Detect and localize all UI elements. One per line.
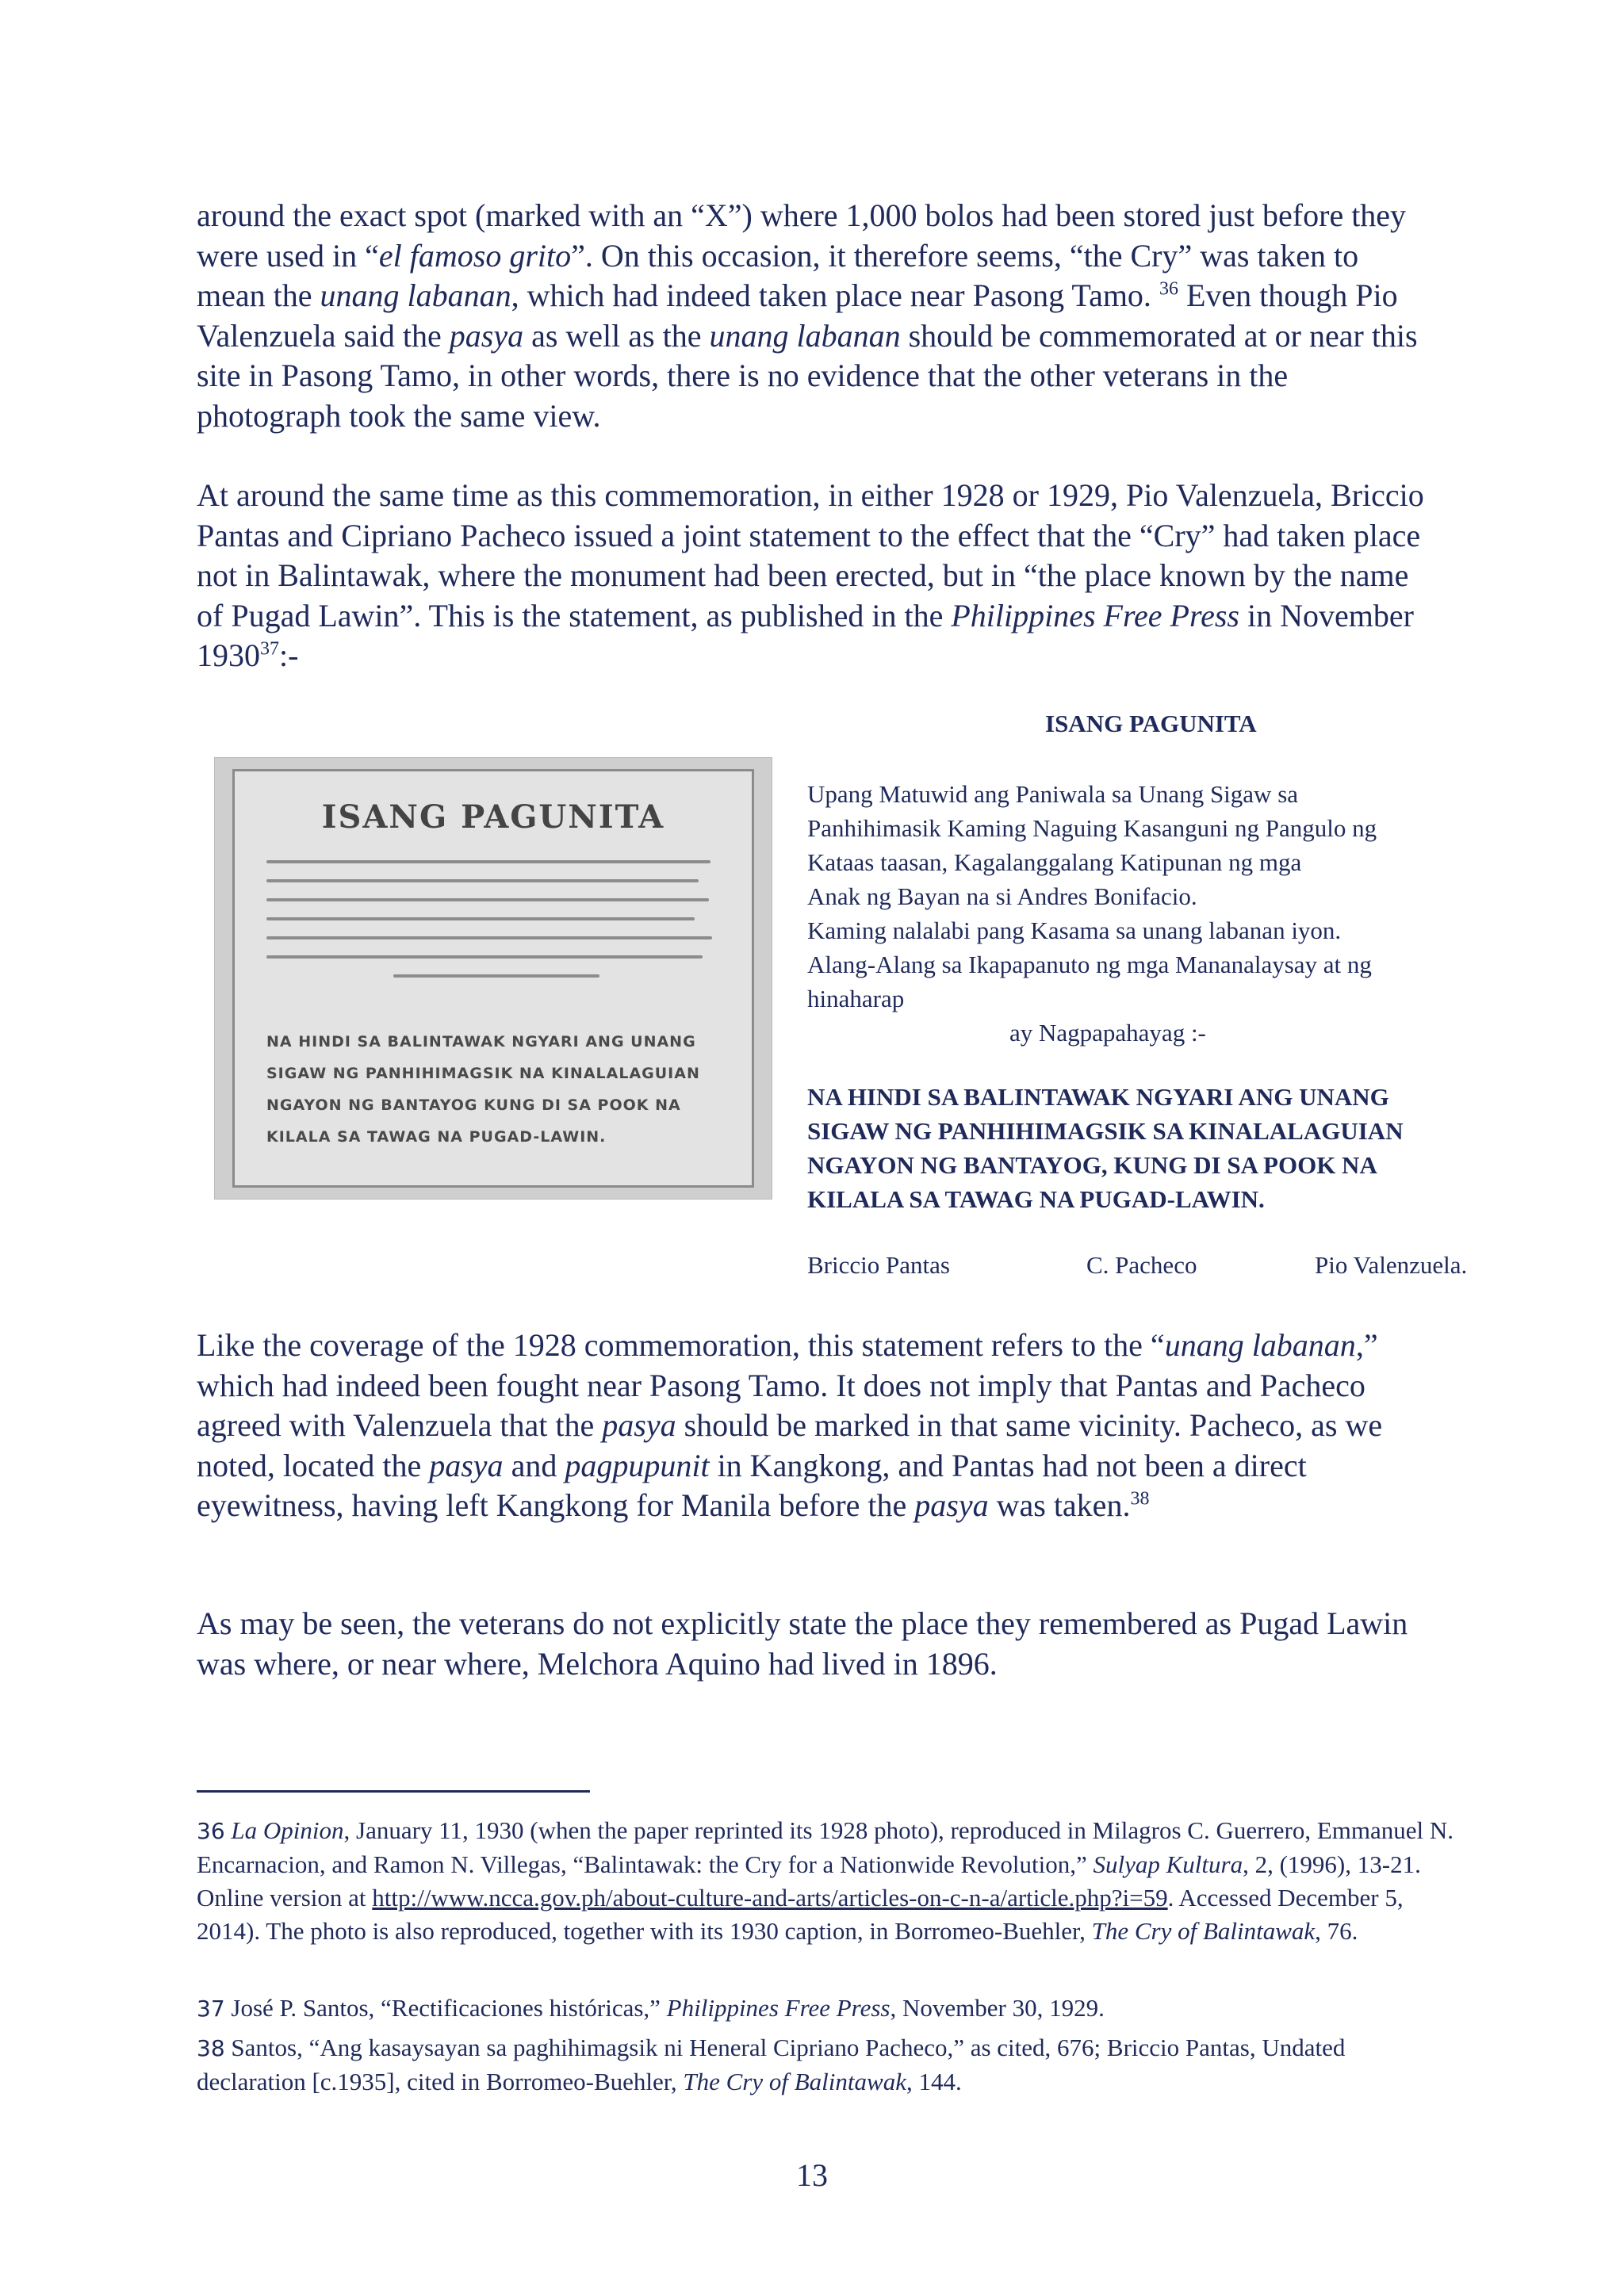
text-run: :- — [279, 637, 299, 673]
statement-closing: ay Nagpapahayag :- — [1009, 1019, 1206, 1047]
footnote-38 — [197, 2031, 1457, 2099]
text-run: , November 30, 1929. — [890, 1994, 1105, 2022]
text-run: ”. On this occasion, it therefore seems, “the Cry” was taken to mean the — [197, 237, 1359, 313]
italic-phrase: pagpupunit — [565, 1447, 710, 1483]
plaque-caps-line: KILALA SA TAWAG NA PUGAD-LAWIN. — [266, 1128, 607, 1146]
text-run: . Accessed December 5, 2014). The photo is also reproduced, together with its 1930 caption, in Borromeo-Buehler, — [197, 1884, 1404, 1945]
text-run: around the exact spot (marked with an “X”) where 1,000 bolos had been stored just before they were used in “ — [197, 197, 1407, 274]
statement-line: Anak ng Bayan na si Andres Bonifacio. — [807, 882, 1197, 910]
declaration-line: NGAYON NG BANTAYOG, KUNG DI SA POOK NA — [807, 1151, 1377, 1179]
text-run: , January 11, 1930 (when the paper reprinted its 1928 photo), reproduced in Milagros C. Guerrero, Emmanuel N. Encarnacion, and Ramon N. Villegas, “Balintawak: the Cry for a Nationwide Revolution,” — [197, 1816, 1454, 1878]
plaque-text-line — [266, 955, 703, 959]
italic-phrase: pasya — [602, 1407, 676, 1443]
italic-phrase: unang labanan — [709, 317, 901, 354]
plaque-caps-line: NGAYON NG BANTAYOG KUNG DI SA POOK NA — [266, 1096, 681, 1114]
footnote-number: 37 — [197, 1996, 225, 2022]
text-run: as well as the — [523, 317, 710, 354]
plaque-caps-line: SIGAW NG PANHIHIMAGSIK NA KINALALAGUIAN — [266, 1065, 700, 1082]
plaque-text-line — [266, 917, 695, 920]
text-run: At around the same time as this commemoration, in either 1928 or 1929, Pio Valenzuela, Briccio Pantas and Cipriano Pacheco issued a joint statement to the effect that the “Cry” had taken place not in Balintawak, where the monument had been erected, but in “the place known by the name of Pugad Lawin”. This is the statement, as published in the — [197, 477, 1424, 633]
footnote-separator — [197, 1790, 590, 1793]
italic-phrase: Philippines Free Press — [951, 597, 1239, 633]
declaration-line: NA HINDI SA BALINTAWAK NGYARI ANG UNANG — [807, 1083, 1389, 1111]
statement-line: Kataas taasan, Kagalanggalang Katipunan ng mga — [807, 848, 1302, 876]
italic-phrase: Sulyap Kultura — [1093, 1850, 1243, 1878]
text-run: should be marked in that same vicinity. Pacheco, as we noted, located the — [197, 1407, 1383, 1483]
text-run: , 2, (1996), 13-21. Online version at — [197, 1850, 1421, 1911]
italic-phrase: pasya — [914, 1487, 989, 1523]
plaque-frame — [232, 769, 754, 1188]
italic-phrase: el famoso grito — [378, 237, 572, 274]
text-run: José P. Santos, “Rectificaciones históricas,” — [224, 1994, 667, 2022]
page-number: 13 — [796, 2157, 828, 2193]
italic-phrase: The Cry of Balintawak — [683, 2068, 906, 2095]
declaration-line: SIGAW NG PANHIHIMAGSIK SA KINALALAGUIAN — [807, 1117, 1404, 1145]
plaque-text-line — [393, 974, 599, 978]
plaque-text-line — [266, 860, 710, 863]
text-run: , which had indeed taken place near Pasong Tamo. — [511, 277, 1159, 313]
footnote-number: 38 — [197, 2035, 225, 2061]
text-run: in Kangkong, and Pantas had not been a direct eyewitness, having left Kangkong for Manila before the — [197, 1447, 1307, 1523]
signatory-valenzuela: Pio Valenzuela. — [1315, 1251, 1468, 1279]
text-run: Santos, “Ang kasaysayan sa paghihimagsik ni Heneral Cipriano Pacheco,” as cited, 676; Briccio Pantas, Undated declaration [c.1935], cited in Borromeo-Buehler, — [197, 2034, 1346, 2095]
italic-phrase: pasya — [449, 317, 524, 354]
statement-title: ISANG PAGUNITA — [1045, 710, 1257, 737]
plaque-photo — [214, 757, 772, 1200]
text-run: , 76. — [1315, 1917, 1358, 1945]
italic-phrase: The Cry of Balintawak — [1091, 1917, 1316, 1945]
text-run: should be commemorated at or near this site in Pasong Tamo, in other words, there is no evidence that the other veterans in the photograph took the same view. — [197, 317, 1418, 434]
text-run: , 144. — [906, 2068, 962, 2095]
text-run: and — [503, 1447, 565, 1483]
statement-line: Kaming nalalabi pang Kasama sa unang labanan iyon. — [807, 916, 1342, 944]
text-run: Like the coverage of the 1928 commemoration, this statement refers to the “ — [197, 1327, 1165, 1363]
body-paragraph-3 — [197, 1326, 1434, 1526]
text-run: Even though Pio Valenzuela said the — [197, 277, 1398, 354]
statement-line: Panhihimasik Kaming Naguing Kasanguni ng Pangulo ng — [807, 814, 1377, 842]
italic-phrase: unang labanan — [320, 277, 511, 313]
plaque-caps-line: NA HINDI SA BALINTAWAK NGYARI ANG UNANG — [266, 1033, 696, 1050]
plaque-text-line — [266, 898, 709, 901]
body-paragraph-2 — [197, 476, 1434, 676]
plaque-text-line — [266, 879, 699, 882]
footnote-ref-38[interactable]: 38 — [1130, 1488, 1150, 1510]
plaque-text-line — [266, 936, 712, 939]
footnote-ref-36[interactable]: 36 — [1159, 278, 1178, 300]
statement-line: Alang-Alang sa Ikapapanuto ng mga Mananalaysay at ng — [807, 951, 1372, 978]
body-paragraph-4: As may be seen, the veterans do not explicitly state the place they remembered as Pugad Lawin was where, or near where, Melchora Aquino had lived in 1896. — [197, 1605, 1408, 1682]
italic-phrase: Philippines Free Press — [666, 1994, 891, 2022]
signatory-pantas: Briccio Pantas — [807, 1251, 950, 1279]
italic-phrase: unang labanan — [1164, 1327, 1356, 1363]
footnote-36 — [197, 1814, 1457, 1948]
statement-line: Upang Matuwid ang Paniwala sa Unang Sigaw sa — [807, 780, 1299, 808]
text-run: ,” which had indeed been fought near Pasong Tamo. It does not imply that Pantas and Pacheco agreed with Valenzuela that the — [197, 1327, 1378, 1443]
plaque-title: ISANG PAGUNITA — [321, 798, 665, 836]
footnote-ref-37[interactable]: 37 — [260, 638, 279, 660]
footnote-37 — [197, 1992, 1457, 2026]
italic-phrase: pasya — [429, 1447, 504, 1483]
signatory-pacheco: C. Pacheco — [1086, 1251, 1197, 1279]
statement-line: hinaharap — [807, 985, 905, 1012]
text-run: was taken. — [988, 1487, 1131, 1523]
body-paragraph-1 — [197, 196, 1434, 436]
text-run: in November 1930 — [197, 597, 1414, 673]
footnote-number: 36 — [197, 1818, 225, 1844]
ncca-article-link[interactable]: http://www.ncca.gov.ph/about-culture-and-arts/articles-on-c-n-a/article.php?i=59 — [372, 1884, 1168, 1911]
italic-phrase: La Opinion — [231, 1816, 344, 1844]
declaration-line: KILALA SA TAWAG NA PUGAD-LAWIN. — [807, 1185, 1265, 1213]
